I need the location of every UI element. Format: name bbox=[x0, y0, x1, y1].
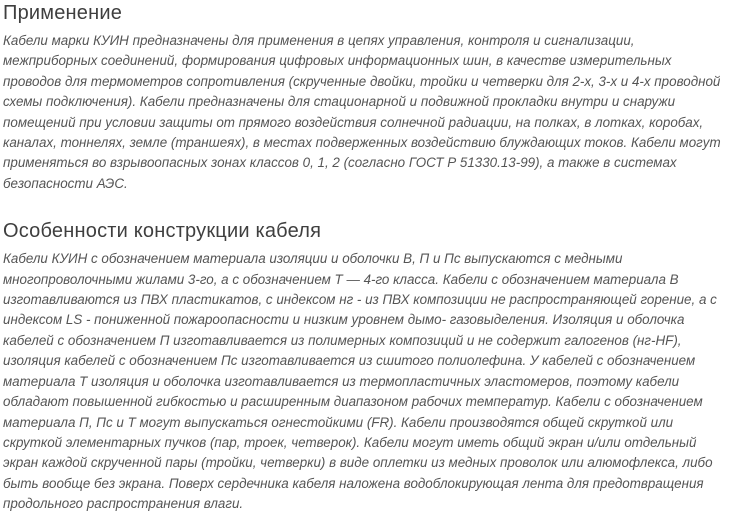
section-heading-application: Применение bbox=[3, 2, 123, 24]
section-body-application: Кабели марки КУИН предназначены для применения в цепях управления, контроля и сигнализации, межприборных соединений, формирования цифровых информационных шин, в качестве измерительных проводов для термометров сопротивления (скрученные двойки, тройки и четверки для 2-х, 3-х и 4-х проводной схемы подключения). Кабели предназначены для стационарной и подвижной прокладки внутри и снаружи помещений при условии защиты от прямого воздействия солнечной радиации, на полках, в лотках, коробах, каналах, тоннелях, земле (траншеях), в местах подверженных воздействию блуждающих токов. Кабели могут применяться во взрывоопасных зонах классов 0, 1, 2 (согласно ГОСТ Р 51330.13-99), а также в системах безопасности АЭС. bbox=[3, 33, 721, 191]
section-construction-features bbox=[3, 220, 730, 514]
section-application bbox=[3, 2, 730, 194]
section-body-construction-features: Кабели КУИН с обозначением материала изоляции и оболочки В, П и Пс выпускаются с медными многопроволочными жилами 3-го, а с обозначением Т — 4-го класса. Кабели с обозначением материала В изготавливаются из ПВХ пластикатов, с индексом нг - из ПВХ композиции не распространяющей горение, а с индексом LS - пониженной пожароопасности и низким уровнем дымо- газовыделения. Изоляция и оболочка кабелей с обозначением П изготавливается из полимерных композиций и не содержит галогенов (нг-HF), изоляция кабелей с обозначением Пс изготавливается из сшитого полиолефина. У кабелей с обозначением материала Т изоляция и оболочка изготавливается из термопластичных эластомеров, поэтому кабели обладают повышенной гибкостью и расширенным диапазоном рабочих температур. Кабели с обозначением материала П, Пс и Т могут выпускаться огнестойкими (FR). Кабели производятся общей скруткой или скруткой элементарных пучков (пар, троек, четверок). Кабели могут иметь общий экран и/или отдельный экран каждой скрученной пары (тройки, четверки) в виде оплетки из медных проволок или алюмофлекса, либо быть вообще без экрана. Поверх сердечника кабеля наложена водоблокирующая лента для предотвращения продольного распространения влаги. bbox=[3, 251, 717, 512]
section-heading-construction-features: Особенности конструкции кабеля bbox=[3, 220, 322, 243]
